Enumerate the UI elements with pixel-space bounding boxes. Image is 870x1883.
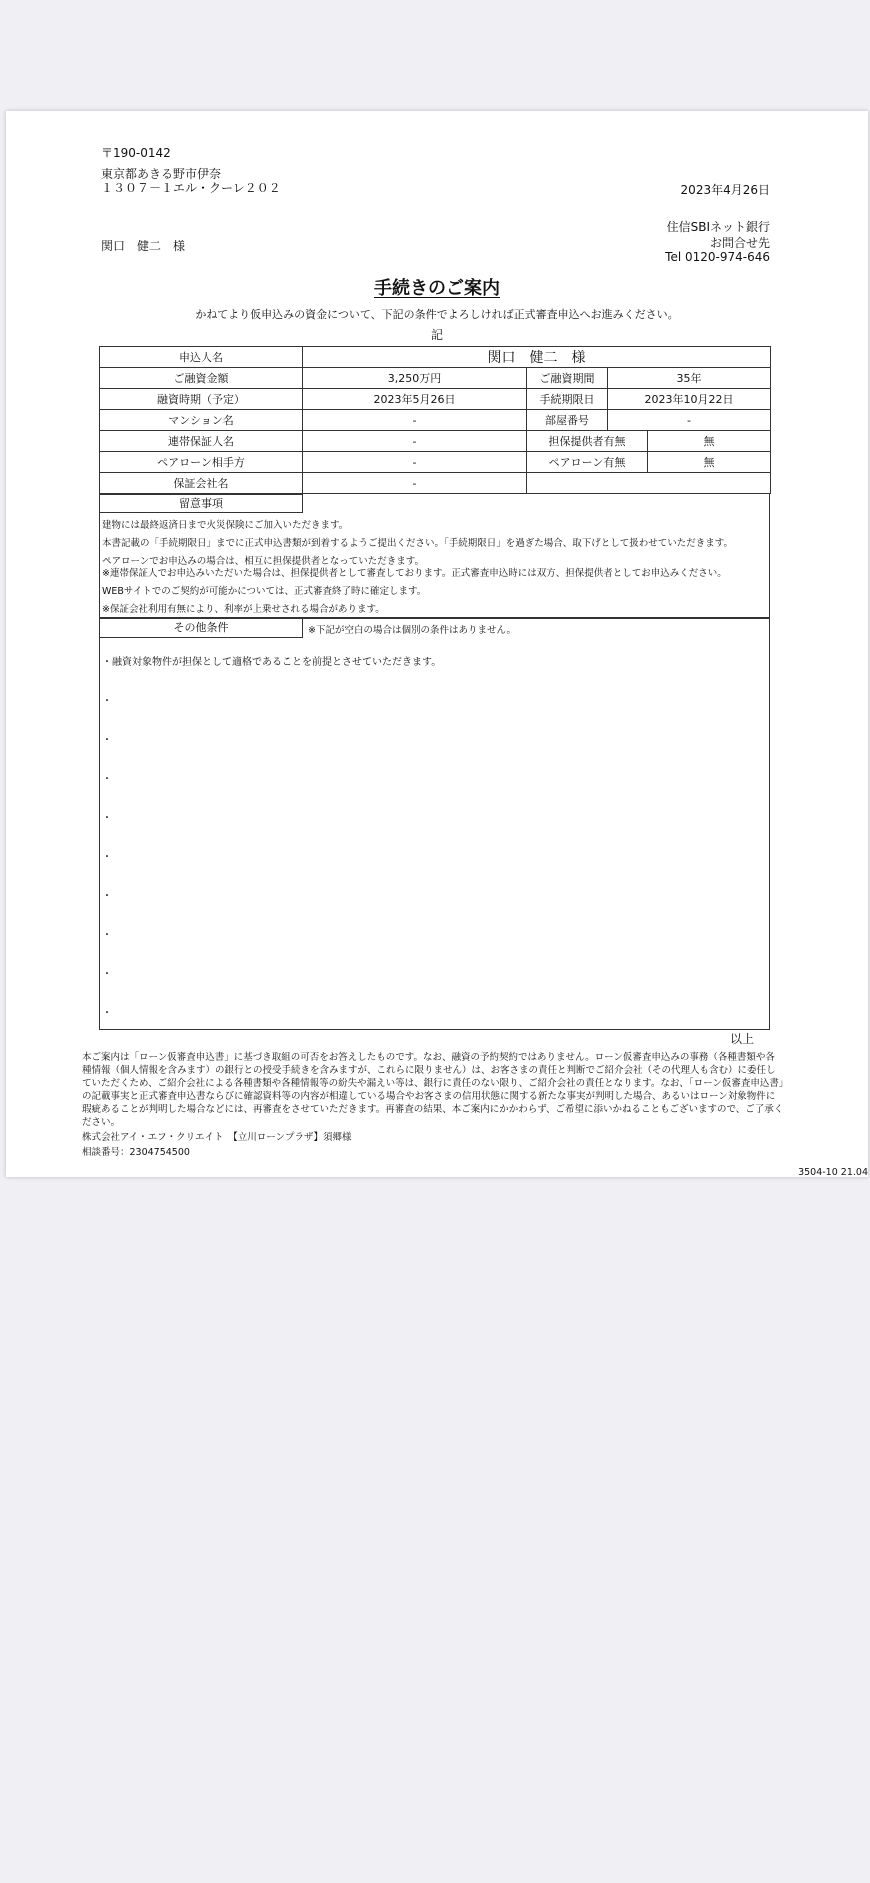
company-label: 保証会社名: [100, 473, 303, 494]
note-line: 本書記載の「手続期限日」までに正式申込書類が到着するようご提出ください。「手続期限日」を過ぎた場合、取下げとして扱わせていただきます。: [102, 538, 733, 549]
condition-item: ・: [102, 696, 112, 707]
conditions-table: [99, 346, 771, 494]
note-line: WEBサイトでのご契約が可能かについては、正式審査終了時に確定します。: [102, 586, 427, 597]
referrer-company: 株式会社アイ・エフ・クリエイト 【立川ローンプラザ】須郷様: [82, 1132, 352, 1143]
note-line: ※保証会社利用有無により、利率が上乗せされる場合があります。: [102, 604, 385, 615]
disclaimer-paragraph: 本ご案内は「ローン仮審査申込書」に基づき取組の可否をお答えしたものです。なお、融資の予約契約ではありません。ローン仮審査申込みの事務（各種書類や各種情報（個人情報を含みます）の銀行との授受手続きを含みますが、これらに限りません）は、お客さまの責任と判断でご紹介会社（その代理人も含む）に委任していただくため、ご紹介会社による各種書類や各種情報等の紛失や漏えい等は、銀行に責任のない限り、ご紹介会社の責任となります。なお、「ローン仮審査申込書」の記載事実と正式審査申込書ならびに確認資料等の内容が相違している場合やお客さまの信用状態に関する新たな事実が判明した場合、あるいはローン対象物件に瑕疵あることが判明した場合などには、再審査をさせていただきます。再審査の結果、本ご案内にかかわらず、ご希望に添いかねることもございますので、ご了承ください。: [82, 1052, 784, 1128]
applicant-label: 申込人名: [100, 347, 303, 368]
deadline-value: 2023年10月22日: [608, 389, 771, 410]
other-conditions-section: [99, 618, 770, 1030]
condition-item: ・: [102, 735, 112, 746]
applicant-value: 関口 健二 様: [303, 347, 771, 368]
page-title: 手続きのご案内: [374, 278, 500, 299]
amount-label: ご融資金額: [100, 368, 303, 389]
condition-item: ・融資対象物件が担保として適格であることを前提とさせていただきます。: [102, 657, 442, 668]
other-conditions-label: その他条件: [100, 619, 303, 638]
room-value: -: [608, 410, 771, 431]
notes-label: 留意事項: [100, 494, 303, 513]
collateral-label: 担保提供者有無: [527, 431, 648, 452]
term-value: 35年: [608, 368, 771, 389]
table-row: [100, 347, 771, 368]
other-conditions-note: ※下記が空白の場合は個別の条件はありません。: [308, 625, 517, 636]
pair-loan-value: 無: [648, 452, 771, 473]
deadline-label: 手続期限日: [527, 389, 608, 410]
condition-item: ・: [102, 930, 112, 941]
document-page: [6, 111, 868, 1177]
timing-label: 融資時期（予定）: [100, 389, 303, 410]
mansion-value: -: [303, 410, 527, 431]
room-label: 部屋番号: [527, 410, 608, 431]
timing-value: 2023年5月26日: [303, 389, 527, 410]
condition-item: ・: [102, 774, 112, 785]
table-row: [100, 368, 771, 389]
address-line-2: １３０７－１エル・クーレ２０２: [101, 181, 281, 195]
guarantor-value: -: [303, 431, 527, 452]
consult-number: 相談番号：2304754500: [82, 1147, 190, 1158]
postal-code: 〒190-0142: [101, 146, 171, 160]
table-row: [100, 473, 771, 494]
mansion-label: マンション名: [100, 410, 303, 431]
note-line: 建物には最終返済日まで火災保険にご加入いただきます。: [102, 520, 349, 531]
company-value: -: [303, 473, 527, 494]
table-row: [100, 452, 771, 473]
notes-section: [99, 494, 770, 618]
contact-tel: Tel 0120-974-646: [665, 250, 770, 264]
form-code: 3504-10 21.04: [798, 1167, 868, 1178]
table-row: [100, 389, 771, 410]
collateral-value: 無: [648, 431, 771, 452]
contact-label: お問合せ先: [709, 236, 770, 250]
note-line: ペアローンでお申込みの場合は、相互に担保提供者となっていただきます。: [102, 556, 425, 567]
table-row: [100, 410, 771, 431]
company-empty: [527, 473, 771, 494]
condition-item: ・: [102, 891, 112, 902]
guarantor-label: 連帯保証人名: [100, 431, 303, 452]
pair-partner-value: -: [303, 452, 527, 473]
recipient-name: 関口 健二 様: [101, 239, 186, 253]
condition-item: ・: [102, 813, 112, 824]
ijo-mark: 以上: [730, 1032, 755, 1046]
bank-name: 住信SBIネット銀行: [666, 220, 770, 234]
intro-text: かねてより仮申込みの資金について、下記の条件でよろしければ正式審査申込へお進みください。: [195, 308, 679, 321]
address-line-1: 東京都あきる野市伊奈: [101, 167, 222, 181]
pair-partner-label: ペアローン相手方: [100, 452, 303, 473]
issue-date: 2023年4月26日: [680, 183, 770, 197]
condition-item: ・: [102, 969, 112, 980]
table-row: [100, 431, 771, 452]
note-line: ※連帯保証人でお申込みいただいた場合は、担保提供者として審査しております。正式審査申込時には双方、担保提供者としてお申込みください。: [102, 568, 727, 579]
amount-value: 3,250万円: [303, 368, 527, 389]
term-label: ご融資期間: [527, 368, 608, 389]
condition-item: ・: [102, 852, 112, 863]
pair-loan-label: ペアローン有無: [527, 452, 648, 473]
ki-mark: 記: [430, 328, 443, 342]
condition-item: ・: [102, 1008, 112, 1019]
